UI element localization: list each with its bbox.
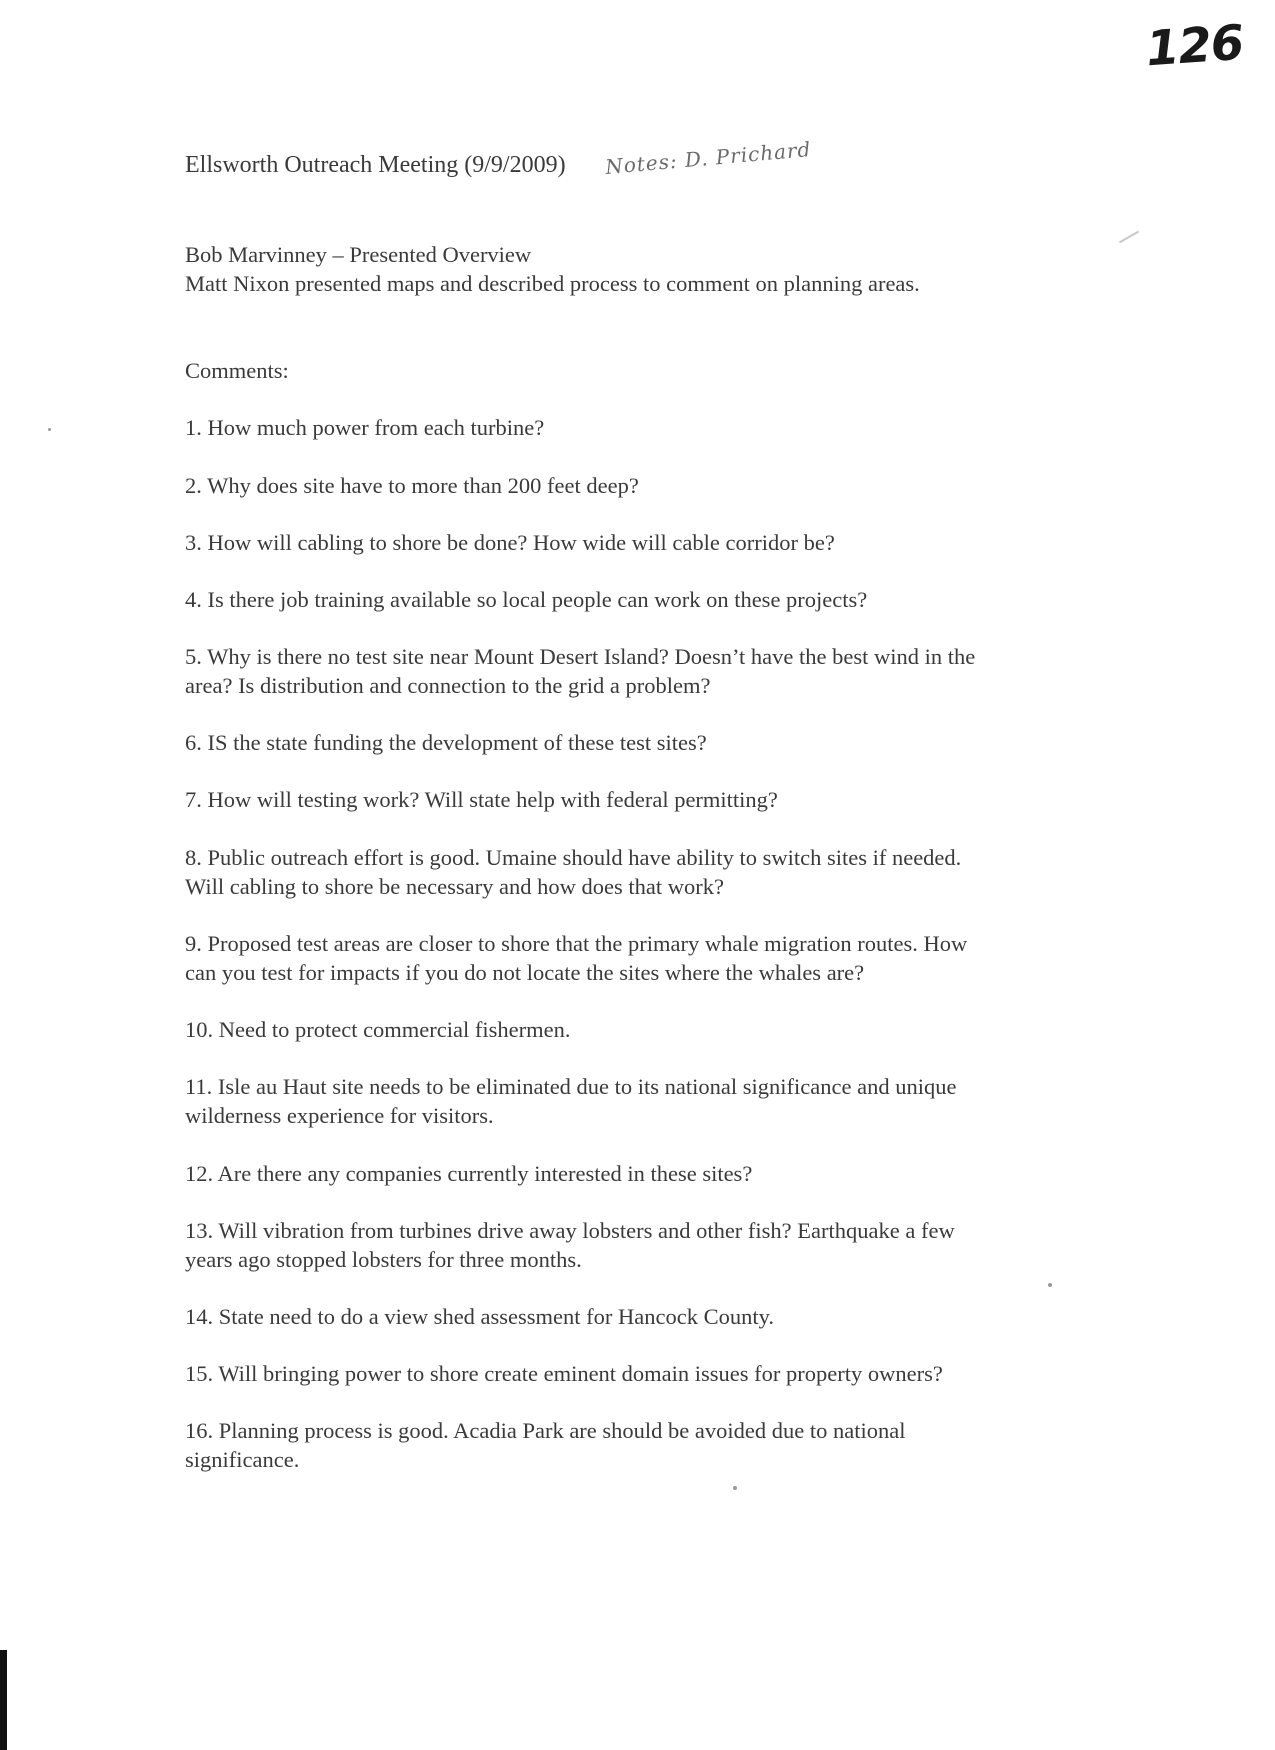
- comment-item-15: 15. Will bringing power to shore create eminent domain issues for property owners?: [185, 1361, 943, 1386]
- scan-speck: [733, 1486, 737, 1490]
- comment-item-13: 13. Will vibration from turbines drive away lobsters and other fish? Earthquake a few years ago stopped lobsters for three months.: [185, 1218, 955, 1272]
- meeting-title: Ellsworth Outreach Meeting (9/9/2009): [185, 152, 566, 178]
- scan-speck: [48, 428, 51, 431]
- comment-item-5: 5. Why is there no test site near Mount Desert Island? Doesn’t have the best wind in the area? Is distribution and connection to the grid a problem?: [185, 644, 976, 698]
- comment-item-9: 9. Proposed test areas are closer to shore that the primary whale migration routes. How can you test for impacts if you do not locate the sites where the whales are?: [185, 931, 968, 985]
- comment-item-7: 7. How will testing work? Will state help with federal permitting?: [185, 787, 778, 812]
- presenter-line-1: Bob Marvinney – Presented Overview: [185, 242, 532, 267]
- comment-item-12: 12. Are there any companies currently interested in these sites?: [185, 1161, 753, 1186]
- comment-item-2: 2. Why does site have to more than 200 feet deep?: [185, 473, 639, 498]
- comment-item-1: 1. How much power from each turbine?: [185, 415, 545, 440]
- comment-item-11: 11. Isle au Haut site needs to be eliminated due to its national significance and unique wilderness experience for visitors.: [185, 1074, 957, 1128]
- handwritten-note: Notes: D. Prichard: [604, 137, 813, 179]
- presenter-line-2: Matt Nixon presented maps and described process to comment on planning areas.: [185, 271, 920, 296]
- comment-item-4: 4. Is there job training available so local people can work on these projects?: [185, 587, 868, 612]
- comment-item-8: 8. Public outreach effort is good. Umaine should have ability to switch sites if needed. Will cabling to shore be necessary and how does that work?: [185, 845, 962, 899]
- comment-item-14: 14. State need to do a view shed assessment for Hancock County.: [185, 1304, 775, 1329]
- comment-item-16: 16. Planning process is good. Acadia Park are should be avoided due to national significance.: [185, 1418, 906, 1472]
- comment-item-10: 10. Need to protect commercial fishermen.: [185, 1017, 571, 1042]
- page-number: 126: [1144, 14, 1246, 78]
- scan-stroke-mark: [1119, 231, 1139, 244]
- comment-item-3: 3. How will cabling to shore be done? How wide will cable corridor be?: [185, 530, 835, 555]
- scan-speck: [1048, 1283, 1052, 1287]
- scan-edge-mark: [0, 1650, 7, 1750]
- comment-item-6: 6. IS the state funding the development of these test sites?: [185, 730, 707, 755]
- comments-label: Comments:: [185, 358, 289, 383]
